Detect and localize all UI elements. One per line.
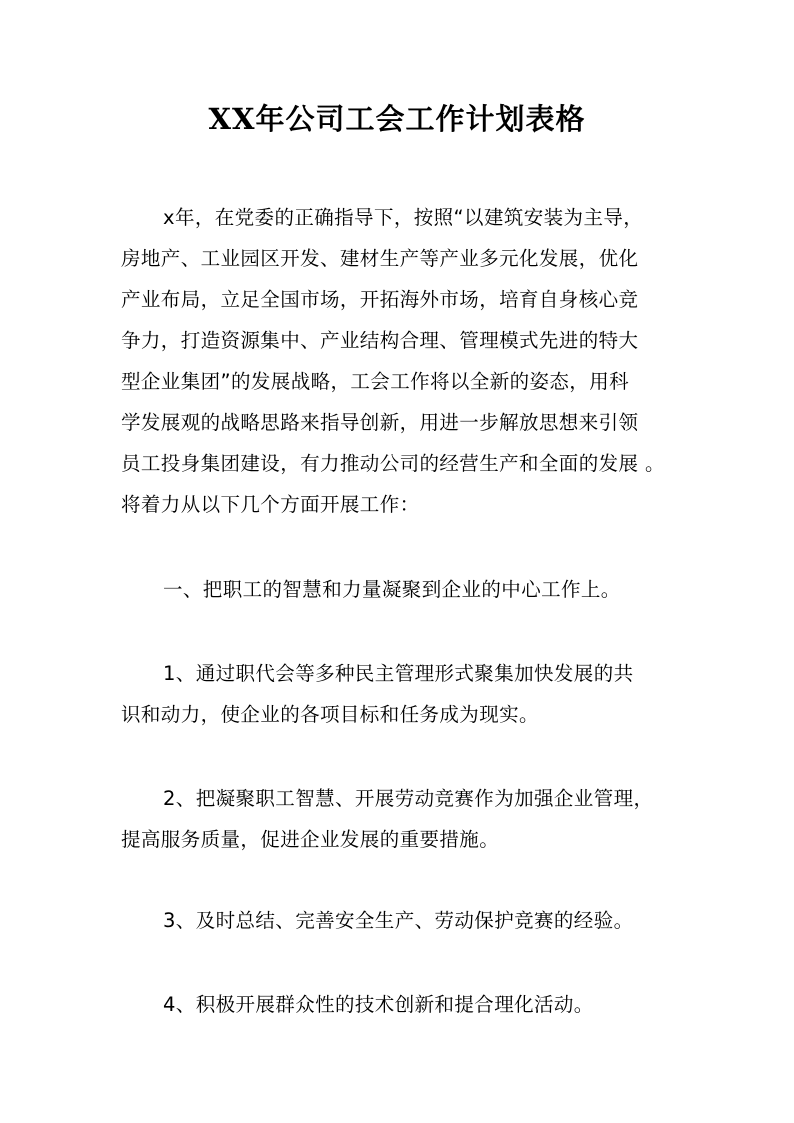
intro-line: 员工投身集团建设，有力推动公司的经营生产和全面的发展 。 (121, 452, 665, 475)
item-1-line: 1、通过职代会等多种民主管理形式聚集加快发展的共 (163, 662, 634, 685)
item-2-line: 2、把凝聚职工智慧、开展劳动竞赛作为加强企业管理， (163, 787, 654, 810)
intro-paragraph (121, 197, 681, 525)
item-1-paragraph (121, 653, 681, 735)
intro-line: 产业布局，立足全国市场，开拓海外市场，培育自身核心竞 (121, 288, 639, 311)
item-3-paragraph (121, 900, 681, 941)
item-4-paragraph (121, 984, 681, 1025)
item-3-line: 3、及时总结、完善安全生产、劳动保护竞赛的经验。 (163, 909, 634, 932)
section-heading: 一、把职工的智慧和力量凝聚到企业的中心工作上。 (163, 578, 621, 601)
intro-line: 争力，打造资源集中、产业结构合理、管理模式先进的特大 (121, 329, 639, 352)
item-2-paragraph (121, 778, 681, 860)
intro-line: 学发展观的战略思路来指导创新，用进一步解放思想来引领 (121, 411, 639, 434)
item-4-line: 4、积极开展群众性的技术创新和提合理化活动。 (163, 993, 594, 1016)
intro-line: 型企业集团”的发展战略，工会工作将以全新的姿态，用科 (121, 370, 630, 393)
intro-line: 将着力从以下几个方面开展工作： (121, 493, 420, 516)
item-2-line: 提高服务质量，促进企业发展的重要措施。 (121, 828, 500, 851)
item-1-line: 识和动力，使企业的各项目标和任务成为现实。 (121, 703, 539, 726)
intro-line: 房地产、工业园区开发、建材生产等产业多元化发展，优化 (121, 247, 639, 270)
intro-line: x年，在党委的正确指导下，按照“以建筑安装为主导， (163, 206, 644, 229)
section-heading-paragraph (121, 569, 681, 610)
document-title: XX年公司工会工作计划表格 (208, 102, 586, 136)
